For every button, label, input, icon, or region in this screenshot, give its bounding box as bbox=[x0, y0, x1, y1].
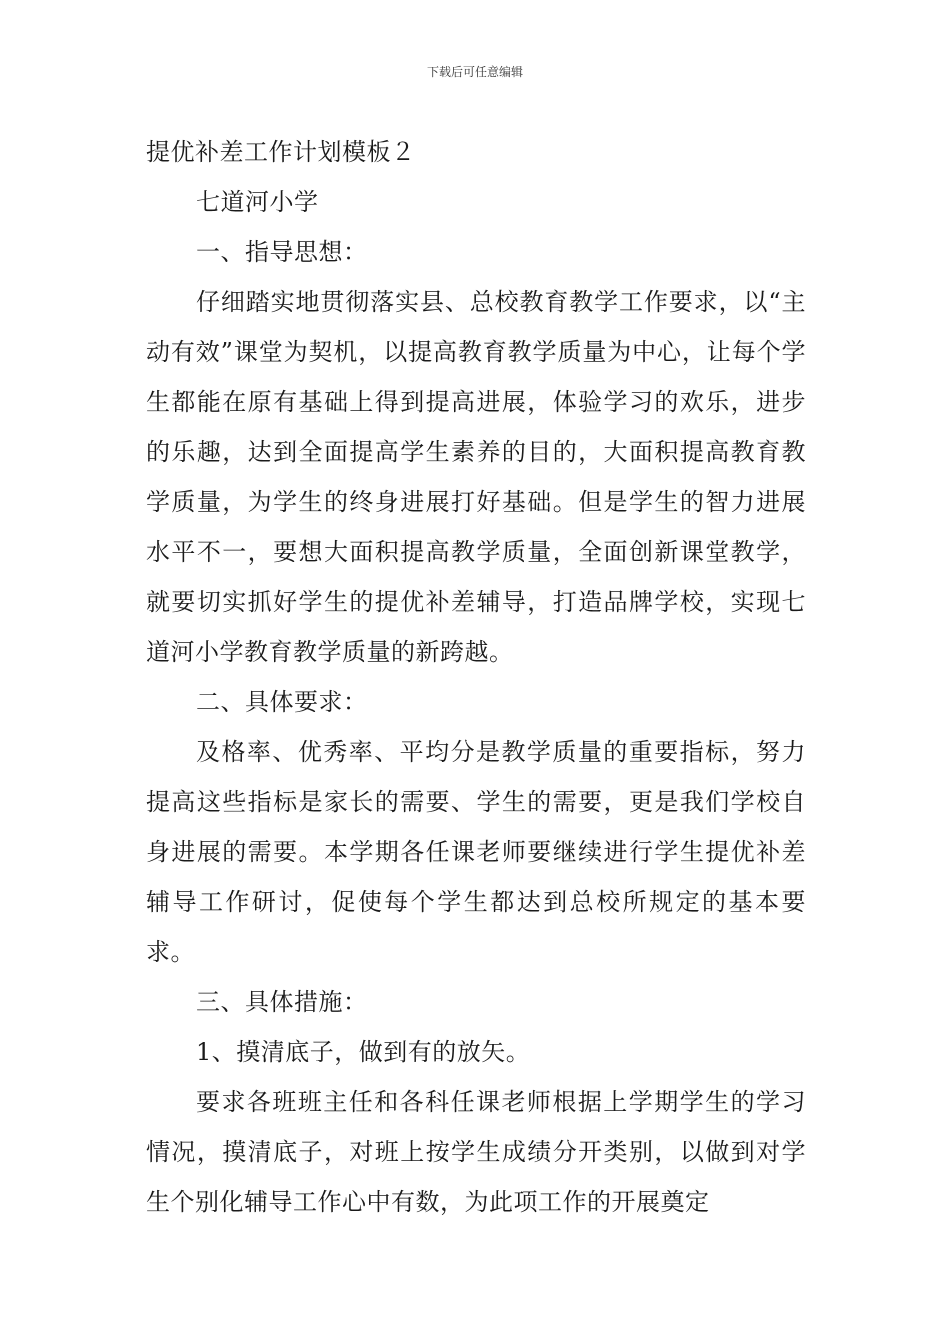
school-name: 七道河小学 bbox=[196, 188, 319, 216]
measure-heading-1: 1、摸清底子，做到有的放矢。 bbox=[196, 1038, 531, 1066]
document-body bbox=[146, 127, 806, 1227]
paragraph-guiding-ideology: 仔细踏实地贯彻落实县、总校教育教学工作要求，以“主动有效”课堂为契机，以提高教育教学质量为中心，让每个学生都能在原有基础上得到提高进展，体验学习的欢乐，进步的乐趣，达到全面提高学生素养的目的，大面积提高教育教学质量，为学生的终身进展打好基础。但是学生的智力进展水平不一，要想大面积提高教学质量，全面创新课堂教学，就要切实抓好学生的提优补差辅导，打造品牌学校，实现七道河小学教育教学质量的新跨越。 bbox=[146, 288, 806, 666]
section-heading-specific-requirements: 二、具体要求： bbox=[196, 688, 368, 716]
page-header-note: 下载后可任意编辑 bbox=[426, 65, 523, 79]
paragraph-specific-requirements: 及格率、优秀率、平均分是教学质量的重要指标，努力提高这些指标是家长的需要、学生的需要，更是我们学校自身进展的需要。本学期各任课老师要继续进行学生提优补差辅导工作研讨，促使每个学生都达到总校所规定的基本要求。 bbox=[146, 738, 806, 966]
paragraph-measure-1: 要求各班班主任和各科任课老师根据上学期学生的学习情况，摸清底子，对班上按学生成绩分开类别，以做到对学生个别化辅导工作心中有数，为此项工作的开展奠定 bbox=[146, 1088, 806, 1216]
document-title: 提优补差工作计划模板２ bbox=[146, 138, 416, 166]
section-heading-specific-measures: 三、具体措施： bbox=[196, 988, 368, 1016]
section-heading-guiding-ideology: 一、指导思想： bbox=[196, 238, 368, 266]
